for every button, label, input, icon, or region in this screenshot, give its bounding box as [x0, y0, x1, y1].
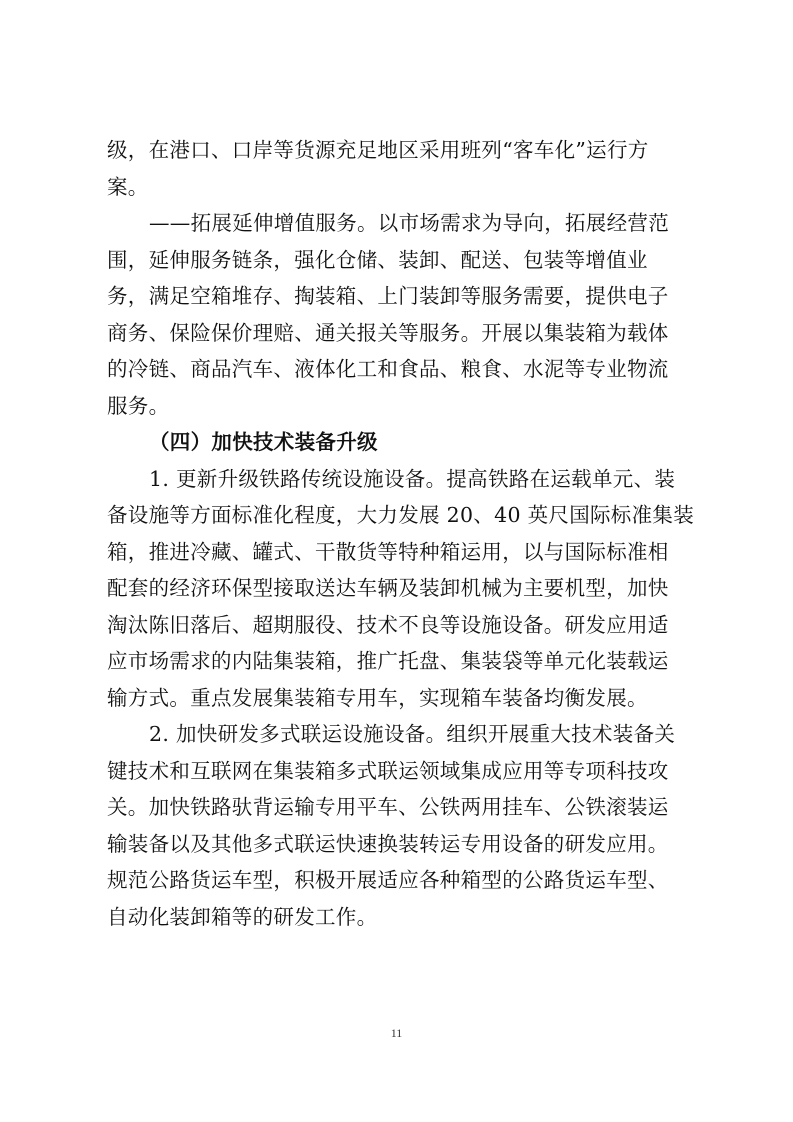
- text-line: 务，满足空箱堆存、掏装箱、上门装卸等服务需要，提供电子: [107, 284, 669, 308]
- text-line: 备设施等方面标准化程度，大力发展 20、40 英尺国际标准集装: [107, 503, 695, 527]
- text-line: 的冷链、商品汽车、液体化工和食品、粮食、水泥等专业物流: [107, 357, 669, 381]
- text-line: ——拓展延伸增值服务。以市场需求为导向，拓展经营范: [149, 211, 669, 235]
- text-line: 配套的经济环保型接取送达车辆及装卸机械为主要机型，加快: [107, 576, 669, 600]
- text-line: 案。: [107, 174, 149, 199]
- text-line: 输方式。重点发展集装箱专用车，实现箱车装备均衡发展。: [107, 685, 648, 710]
- text-line: 淘汰陈旧落后、超期服役、技术不良等设施设备。研发应用适: [107, 612, 669, 637]
- text-line: 键技术和互联网在集装箱多式联运领域集成应用等专项科技攻: [107, 758, 669, 783]
- text-line: 箱，推进冷藏、罐式、干散货等特种箱运用，以与国际标准相: [107, 539, 669, 564]
- text-line: 商务、保险保价理赔、通关报关等服务。开展以集装箱为载体: [107, 320, 669, 345]
- text-line: 输装备以及其他多式联运快速换装转运专用设备的研发应用。: [107, 831, 669, 856]
- section-heading: （四）加快技术装备升级: [149, 430, 378, 454]
- page-number: 11: [390, 1026, 403, 1040]
- text-line: 服务。: [107, 393, 170, 418]
- text-line: 2. 加快研发多式联运设施设备。组织开展重大技术装备关: [149, 722, 676, 746]
- text-line: 应市场需求的内陆集装箱，推广托盘、集装袋等单元化装载运: [107, 649, 669, 673]
- text-line: 1. 更新升级铁路传统设施设备。提高铁路在运载单元、装: [149, 466, 676, 491]
- text-line: 规范公路货运车型，积极开展适应各种箱型的公路货运车型、: [107, 868, 669, 892]
- text-line: 级，在港口、口岸等货源充足地区采用班列“客车化”运行方: [107, 138, 649, 162]
- text-line: 围，延伸服务链条，强化仓储、装卸、配送、包装等增值业: [107, 247, 648, 272]
- text-line: 关。加快铁路驮背运输专用平车、公铁两用挂车、公铁滚装运: [107, 795, 669, 819]
- text-line: 自动化装卸箱等的研发工作。: [107, 904, 378, 929]
- document-body: [107, 132, 693, 935]
